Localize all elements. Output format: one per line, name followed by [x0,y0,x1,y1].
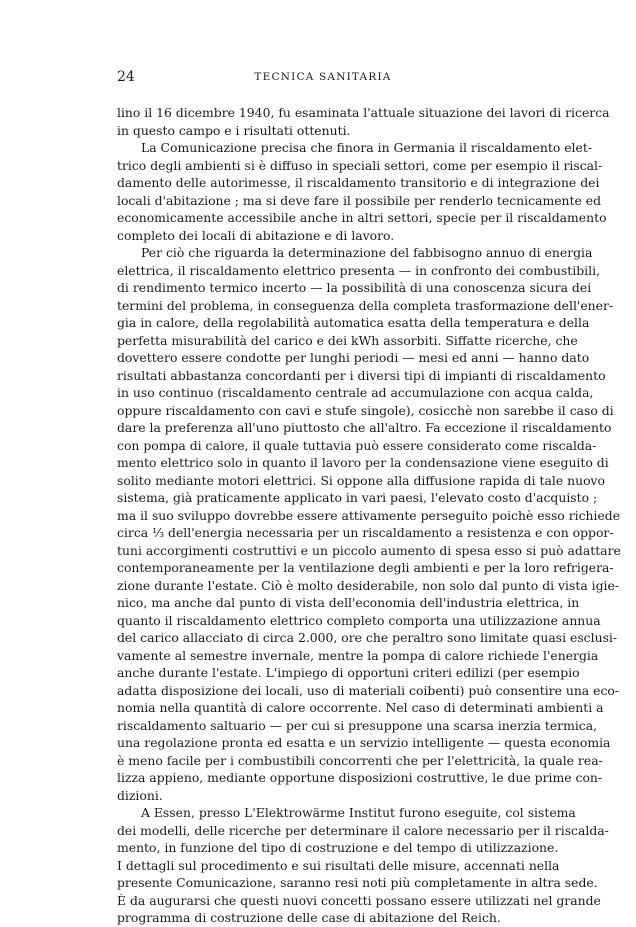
text-line: lino il 16 dicembre 1940, fu esaminata l'attuale situazione dei lavori di ricerca [117,105,610,120]
text-line: dizioni. [117,787,163,803]
text-line: contemporaneamente per la ventilazione degli ambienti e per la loro refrigera- [117,560,614,575]
text-line: damento delle autorimesse, il riscaldamento transitorio e di integrazione dei [117,175,600,190]
paragraph-start-line: A Essen, presso L'Elektrowärme Institut furono eseguite, col sistema [141,805,576,820]
text-line: in questo campo e i risultati ottenuti. [117,122,351,138]
paragraph-start-line: La Comunicazione precisa che finora in Germania il riscaldamento elet- [141,140,593,155]
text-line: termini del problema, in conseguenza della completa trasformazione dell'ener- [117,297,614,313]
text-line: mento elettrico solo in quanto il lavoro per la condensazione viene eseguito di [117,455,609,470]
text-line: economicamente accessibile anche in altri settori, specie per il riscaldamento [117,210,607,225]
text-line: I dettagli sul procedimento e sui risultati delle misure, accennati nella [117,857,560,873]
paragraph-start-line: Per ciò che riguarda la determinazione del fabbisogno annuo di energia [141,245,593,260]
text-line: completo dei locali di abitazione e di lavoro. [117,227,395,243]
text-line: adatta disposizione dei locali, uso di materiali coibenti) può consentire una eco- [117,682,620,698]
text-line: mento, in funzione del tipo di costruzione e del tempo di utilizzazione. [117,840,559,855]
text-line: tuni accorgimenti costruttivi e un piccolo aumento di spesa esso si può adattare [117,542,621,558]
text-line: lizza appieno, mediante opportune disposizioni costruttive, le due prime con- [117,770,603,785]
text-line: dovettero essere condotte per lunghi periodi — mesi ed anni — hanno dato [117,350,590,365]
text-line: in uso continuo (riscaldamento centrale ad accumulazione con acqua calda, [117,385,594,400]
text-line: oppure riscaldamento con cavi e stufe singole), cosicchè non sarebbe il caso di [117,402,614,418]
text-line: nico, ma anche dal punto di vista dell'economia dell'industria elettrica, in [117,595,580,610]
text-line: perfetta misurabilità del carico e dei kWh assorbiti. Siffatte ricerche, che [117,332,578,348]
text-line: elettrica, il riscaldamento elettrico presenta — in confronto dei combustibili, [117,262,601,278]
text-line: una regolazione pronta ed esatta e un servizio intelligente — questa economia [117,735,611,750]
text-line: ma il suo sviluppo dovrebbe essere attivamente perseguito poichè esso richiede [117,507,621,523]
text-line: solito mediante motori elettrici. Si oppone alla diffusione rapida di tale nuovo [117,472,605,488]
running-title: TECNICA SANITARIA [254,71,392,83]
text-line: del carico allacciato di circa 2.000, ore che peraltro sono limitate quasi esclusi- [117,630,618,645]
running-head [117,68,529,86]
text-line: anche durante l'estate. L'impiego di opportuni criteri edilizi (per esempio [117,665,580,680]
text-line: dei modelli, delle ricerche per determinare il calore necessario per il riscalda- [117,822,609,838]
text-line: zione durante l'estate. Ciò è molto desiderabile, non solo dal punto di vista igie- [117,577,620,593]
text-line: di rendimento termico incerto — la possibilità di una conoscenza sicura dei [117,280,592,295]
page-number: 24 [117,69,135,85]
text-line: circa ⅓ dell'energia necessaria per un riscaldamento a resistenza e con oppor- [117,525,614,540]
text-line: risultati abbastanza concordanti per i diversi tipi di impianti di riscaldamento [117,367,606,383]
text-line: vamente al semestre invernale, mentre la pompa di calore richiede l'energia [117,647,599,663]
text-line: con pompa di calore, il quale tuttavia può essere considerato come riscalda- [117,437,597,453]
text-line: nomia nella quantità di calore occorrente. Nel caso di determinati ambienti a [117,700,604,715]
text-line: È da augurarsi che questi nuovi concetti possano essere utilizzati nel grande [117,892,601,908]
text-line: gia in calore, della regolabilità automatica esatta della temperatura e della [117,315,590,330]
text-line: dare la preferenza all'uno piuttosto che all'altro. Fa eccezione il riscaldamento [117,420,612,435]
text-line: locali d'abitazione ; ma si deve fare il possibile per renderlo tecnicamente ed [117,192,602,208]
text-line: trico degli ambienti si è diffuso in speciali settori, come per esempio il riscal- [117,157,603,173]
text-line: quanto il riscaldamento elettrico completo comporta una utilizzazione annua [117,612,601,628]
text-line: riscaldamento saltuario — per cui si presuppone una scarsa inerzia termica, [117,717,598,733]
text-line: è meno facile per i combustibili concorrenti che per l'elettricità, la quale rea- [117,752,603,768]
text-line: programma di costruzione delle case di abitazione del Reich. [117,910,501,925]
body-text [117,104,621,927]
text-line: presente Comunicazione, saranno resi noti più completamente in altra sede. [117,875,598,890]
text-line: sistema, già praticamente applicato in vari paesi, l'elevato costo d'acquisto ; [117,490,598,505]
